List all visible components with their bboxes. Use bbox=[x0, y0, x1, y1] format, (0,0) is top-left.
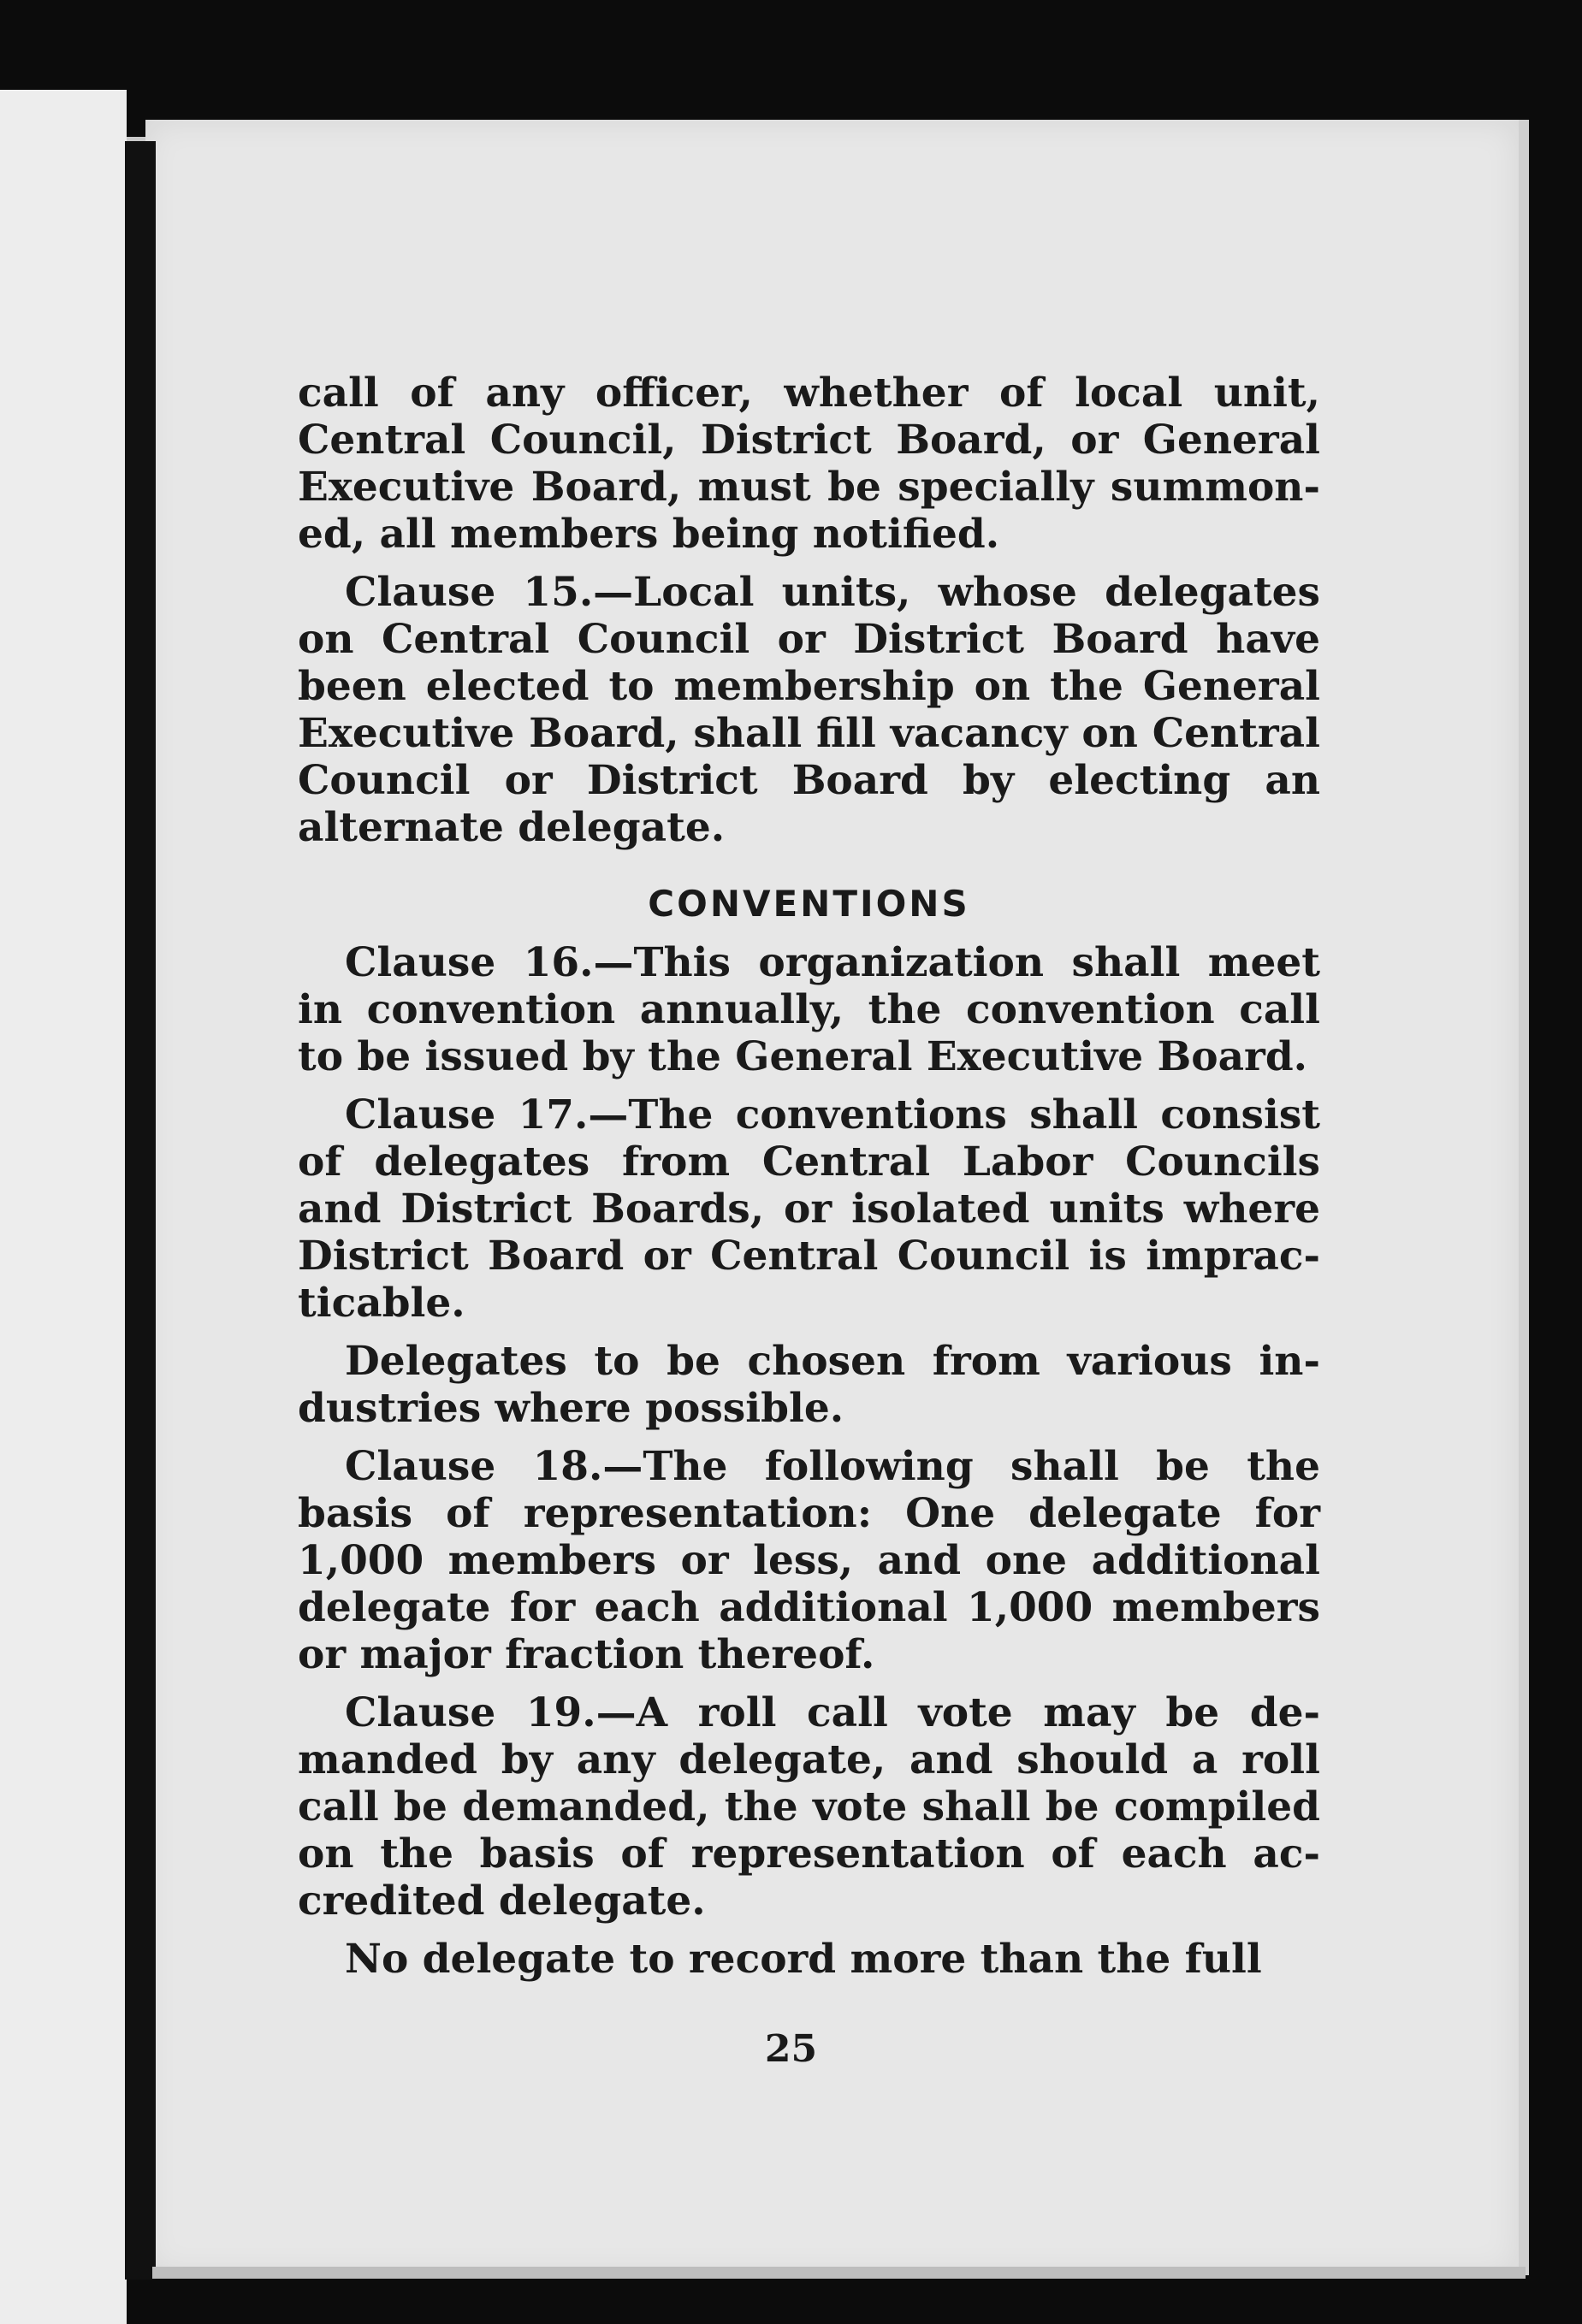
paragraph-clause-17: Clause 17.—The conventions shall consist of delegates from Central Labor Councils and District Boards, or isolated units where District Board or Central Council is impracticable. bbox=[298, 1091, 1320, 1327]
section-heading: CONVENTIONS bbox=[648, 883, 970, 925]
paragraph-continuation: call of any officer, whether of local unit, Central Council, District Board, or General Executive Board, must be specially summoned, all members being notified. bbox=[298, 370, 1320, 558]
page-bottom-edge bbox=[152, 2267, 1526, 2279]
paragraph-clause-19: Clause 19.—A roll call vote may be demanded by any delegate, and should a roll call be demanded, the vote shall be compiled on the basis of representation of each accredited delegate. bbox=[298, 1689, 1320, 1925]
page-number: 25 bbox=[764, 2027, 818, 2071]
body-text bbox=[298, 370, 1320, 1994]
paragraph-clause-15: Clause 15.—Local units, whose delegates on Central Council or District Board have been elected to membership on the General Executive Board, shall fill vacancy on Central Council or District Board by electing an alternate delegate. bbox=[298, 569, 1320, 851]
paragraph-clause-16: Clause 16.—This organization shall meet in convention annually, the convention call to be issued by the General Executive Board. bbox=[298, 939, 1320, 1080]
paragraph-no-delegate: No delegate to record more than the full bbox=[345, 1936, 1262, 1983]
book-spine bbox=[125, 141, 156, 2280]
paragraph-clause-18: Clause 18.—The following shall be the basis of representation: One delegate for 1,000 members or less, and one additional delegate for each additional 1,000 members or major fraction thereof. bbox=[298, 1443, 1320, 1678]
paragraph-delegates: Delegates to be chosen from various industries where possible. bbox=[298, 1338, 1320, 1432]
page-right-edge bbox=[1519, 120, 1529, 2275]
adjacent-page-edge bbox=[0, 90, 127, 2324]
